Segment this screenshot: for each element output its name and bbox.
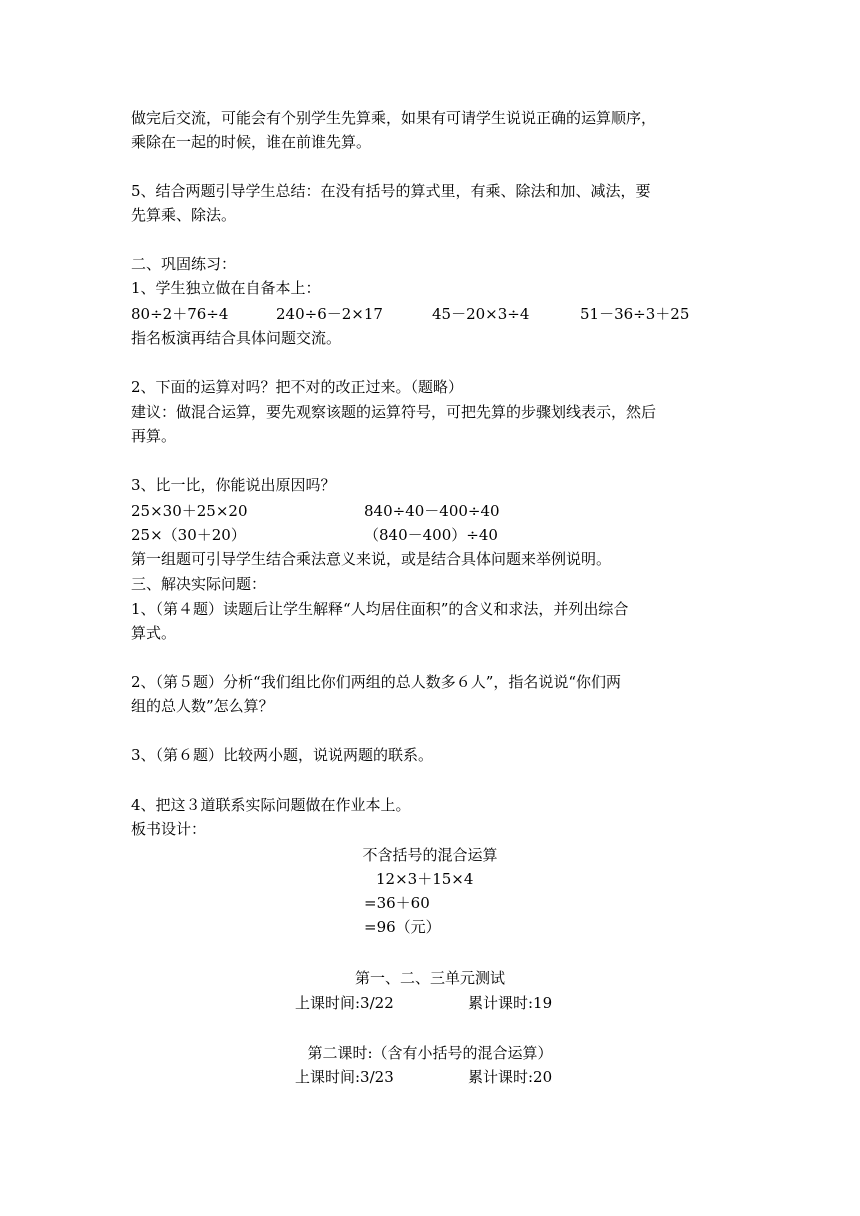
section-heading: 三、解决实际问题： [131, 575, 267, 593]
paragraph-line: 2、下面的运算对吗？把不对的改正过来。（题略） [131, 378, 464, 396]
section-heading: 二、巩固练习： [131, 255, 237, 273]
paragraph-line: 1、（第４题）读题后让学生解释“人均居住面积”的含义和求法，并列出综合 [131, 600, 629, 618]
paragraph-line: 2、（第５题）分析“我们组比你们两组的总人数多６人”，指名说说“你们两 [131, 673, 622, 691]
compare-expression: （840－400）÷40 [364, 526, 498, 544]
lesson-title: 第二课时:（含有小括号的混合运算） [307, 1044, 553, 1062]
exercise-expression: 51－36÷3＋25 [580, 305, 690, 323]
board-title: 不含括号的混合运算 [362, 846, 498, 864]
cumulative-hours: 累计课时:19 [468, 994, 553, 1012]
paragraph-line: 第一组题可引导学生结合乘法意义来说，或是结合具体问题来举例说明。 [131, 550, 612, 568]
compare-expression: 25×（30＋20） [131, 526, 246, 544]
paragraph-line: 组的总人数”怎么算？ [131, 697, 274, 715]
paragraph-line: 1、学生独立做在自备本上： [131, 279, 321, 297]
paragraph-line: 先算乘、除法。 [131, 206, 237, 224]
unit-test-title: 第一、二、三单元测试 [354, 969, 505, 987]
paragraph-line: 再算。 [131, 427, 177, 445]
paragraph-line: 5、结合两题引导学生总结：在没有括号的算式里，有乘、除法和加、减法，要 [131, 182, 651, 200]
exercise-expression: 45－20×3÷4 [432, 305, 530, 323]
paragraph-line: 建议：做混合运算，要先观察该题的运算符号，可把先算的步骤划线表示，然后 [131, 403, 657, 421]
compare-expression: 840÷40－400÷40 [364, 502, 500, 520]
paragraph-line: 做完后交流，可能会有个别学生先算乘，如果有可请学生说说正确的运算顺序， [131, 109, 657, 127]
paragraph-line: 3、比一比，你能说出原因吗？ [131, 476, 336, 494]
board-step: 12×3＋15×4 [376, 870, 474, 888]
board-step: =36＋60 [364, 894, 430, 912]
paragraph-line: 板书设计： [131, 820, 207, 838]
paragraph-line: 指名板演再结合具体问题交流。 [131, 329, 342, 347]
class-time: 上课时间:3/23 [295, 1068, 394, 1086]
paragraph-line: 3、（第６题）比较两小题，说说两题的联系。 [131, 746, 434, 764]
cumulative-hours: 累计课时:20 [468, 1068, 553, 1086]
class-time: 上课时间:3/22 [295, 994, 394, 1012]
exercise-expression: 240÷6－2×17 [276, 305, 383, 323]
paragraph-line: 4、把这３道联系实际问题做在作业本上。 [131, 796, 411, 814]
compare-expression: 25×30＋25×20 [131, 502, 248, 520]
board-step: =96（元） [364, 918, 441, 936]
exercise-expression: 80÷2＋76÷4 [131, 305, 229, 323]
paragraph-line: 算式。 [131, 624, 177, 642]
paragraph-line: 乘除在一起的时候，谁在前谁先算。 [131, 133, 372, 151]
